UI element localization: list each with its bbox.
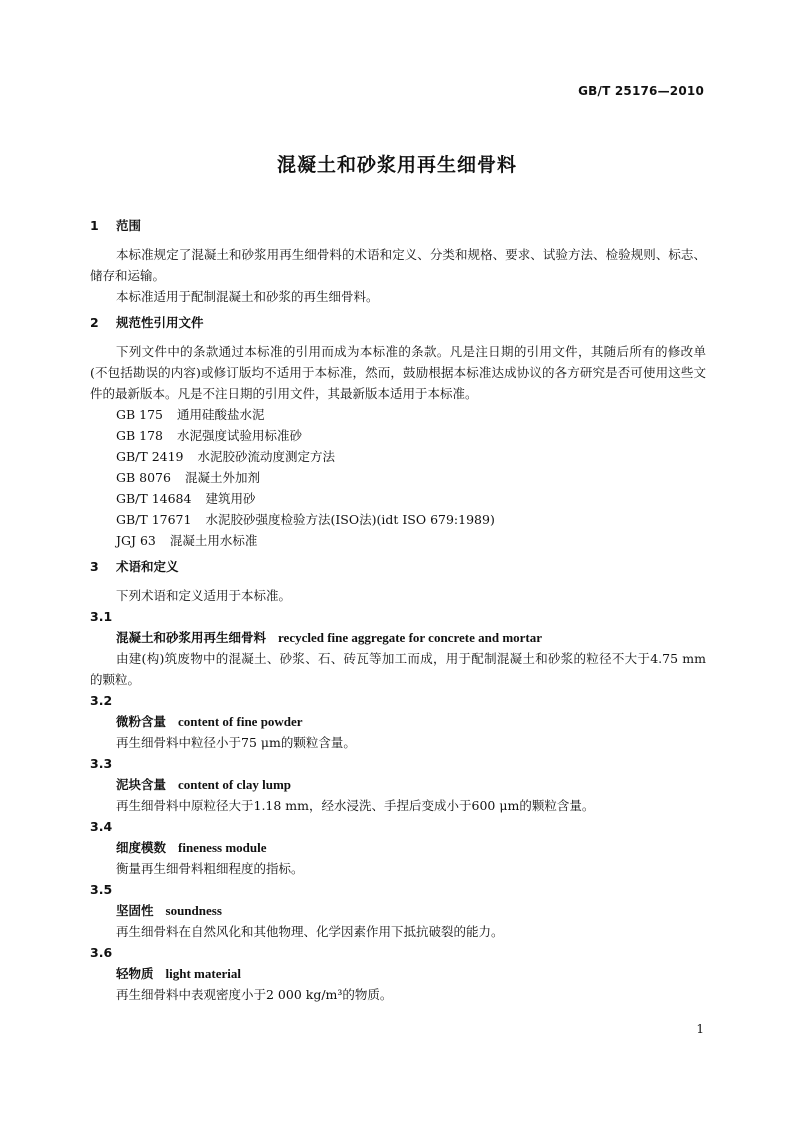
reference-code: GB 8076 (116, 470, 171, 485)
reference-item (90, 488, 706, 509)
term-en: content of fine powder (178, 714, 303, 729)
term-definition: 由建(构)筑废物中的混凝土、砂浆、石、砖瓦等加工而成，用于配制混凝土和砂浆的粒径不大于4.75 mm的颗粒。 (90, 651, 706, 687)
paragraph: 下列文件中的条款通过本标准的引用而成为本标准的条款。凡是注日期的引用文件，其随后所有的修改单(不包括勘误的内容)或修订版均不适用于本标准，然而，鼓励根据本标准达成协议的各方研究是否可使用这些文件的最新版本。凡是不注日期的引用文件，其最新版本适用于本标准。 (90, 344, 706, 401)
term-zh: 微粉含量 (116, 714, 167, 729)
reference-item (90, 425, 706, 446)
page-number: 1 (696, 1022, 704, 1036)
term-en: fineness module (178, 840, 267, 855)
term-heading (90, 774, 706, 795)
section-title: 范围 (116, 218, 142, 233)
reference-name: 水泥胶砂流动度测定方法 (197, 449, 336, 464)
term-heading (90, 837, 706, 858)
section-2-heading (90, 313, 706, 333)
reference-code: GB/T 14684 (116, 491, 192, 506)
term-heading (90, 627, 706, 648)
term-number: 3.6 (90, 945, 113, 960)
term-definition: 再生细骨料中原粒径大于1.18 mm，经水浸洗、手捏后变成小于600 μm的颗粒含量。 (116, 798, 595, 813)
term-definition: 再生细骨料中粒径小于75 μm的颗粒含量。 (116, 735, 356, 750)
reference-item (90, 446, 706, 467)
term-zh: 泥块含量 (116, 777, 167, 792)
reference-code: GB 175 (116, 407, 164, 422)
term-definition: 衡量再生细骨料粗细程度的指标。 (116, 861, 304, 876)
section-number: 3 (90, 559, 99, 574)
reference-item (90, 509, 706, 530)
document-body (90, 216, 706, 1005)
reference-item (90, 530, 706, 551)
term-heading (90, 963, 706, 984)
term-en: light material (165, 966, 241, 981)
term-number: 3.4 (90, 819, 113, 834)
section-number: 2 (90, 315, 99, 330)
reference-code: GB/T 2419 (116, 449, 184, 464)
term-number: 3.5 (90, 882, 113, 897)
reference-name: 通用硅酸盐水泥 (177, 407, 265, 422)
section-title: 规范性引用文件 (116, 315, 204, 330)
reference-name: 混凝土外加剂 (184, 470, 260, 485)
standard-code: GB/T 25176—2010 (578, 84, 704, 98)
reference-name: 水泥强度试验用标准砂 (177, 428, 303, 443)
reference-code: GB 178 (116, 428, 164, 443)
term-zh: 细度模数 (116, 840, 167, 855)
section-1-heading (90, 216, 706, 236)
term-heading (90, 711, 706, 732)
reference-item (90, 404, 706, 425)
reference-code: GB/T 17671 (116, 512, 192, 527)
reference-item (90, 467, 706, 488)
section-title: 术语和定义 (116, 559, 179, 574)
paragraph: 下列术语和定义适用于本标准。 (116, 588, 292, 603)
term-number: 3.3 (90, 756, 113, 771)
section-3-heading (90, 557, 706, 577)
term-heading (90, 900, 706, 921)
term-en: soundness (165, 903, 222, 918)
term-zh: 坚固性 (116, 903, 154, 918)
document-title: 混凝土和砂浆用再生细骨料 (276, 154, 517, 176)
term-definition: 再生细骨料在自然风化和其他物理、化学因素作用下抵抗破裂的能力。 (116, 924, 504, 939)
reference-name: 混凝土用水标准 (169, 533, 258, 548)
reference-code: JGJ 63 (116, 533, 156, 548)
term-number: 3.1 (90, 609, 113, 624)
term-zh: 轻物质 (116, 966, 154, 981)
term-en: content of clay lump (178, 777, 292, 792)
term-zh: 混凝土和砂浆用再生细骨料 (116, 630, 267, 645)
term-definition: 再生细骨料中表观密度小于2 000 kg/m³的物质。 (116, 987, 393, 1002)
term-en: recycled fine aggregate for concrete and mortar (278, 630, 543, 645)
paragraph: 本标准规定了混凝土和砂浆用再生细骨料的术语和定义、分类和规格、要求、试验方法、检验规则、标志、储存和运输。 (90, 247, 706, 283)
paragraph: 本标准适用于配制混凝土和砂浆的再生细骨料。 (116, 289, 379, 304)
section-number: 1 (90, 218, 99, 233)
reference-name: 建筑用砂 (205, 491, 256, 506)
term-number: 3.2 (90, 693, 113, 708)
reference-name: 水泥胶砂强度检验方法(ISO法)(idt ISO 679:1989) (205, 512, 495, 527)
